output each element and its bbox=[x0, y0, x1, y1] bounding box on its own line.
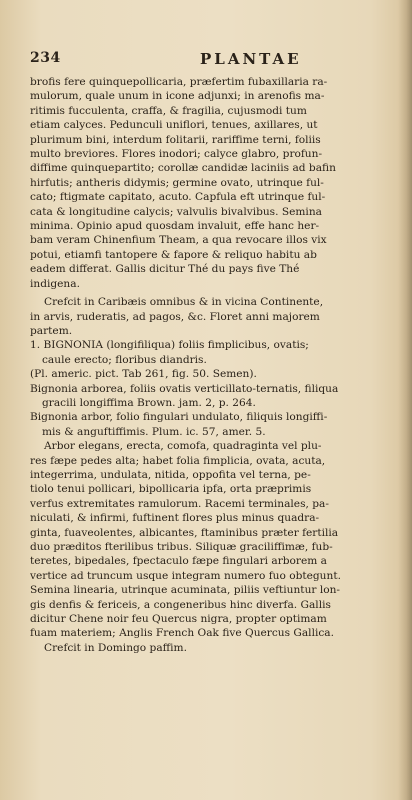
text-line: hirfutis; antheris didymis; germine ovato, utrinque ful- bbox=[30, 176, 324, 189]
text-line: Bignonia arbor, folio fingulari undulato, filiquis longiffi- bbox=[30, 411, 328, 424]
text-line: teretes, bipedales, fpectaculo fæpe fingulari arborem a bbox=[30, 555, 327, 568]
page-gutter-shadow bbox=[398, 0, 412, 800]
text-line: Bignonia arborea, foliis ovatis verticillato-ternatis, filiqua bbox=[30, 382, 339, 395]
text-line: gracili longiffima Brown. jam. 2, p. 264. bbox=[42, 396, 256, 409]
text-line: diffime quinquepartito; corollæ candidæ laciniis ad bafin bbox=[30, 162, 336, 175]
text-line: multo breviores. Flores inodori; calyce glabro, profun- bbox=[30, 148, 323, 161]
page-header bbox=[30, 50, 402, 72]
text-line: res fæpe pedes alta; habet folia fimplicia, ovata, acuta, bbox=[30, 454, 326, 467]
text-line: etiam calyces. Pedunculi uniflori, tenues, axillares, ut bbox=[30, 119, 318, 132]
text-line: brofis fere quinquepollicaria, præfertim fubaxillaria ra- bbox=[30, 76, 328, 88]
text-line: tiolo tenui pollicari, bipollicaria ipfa, orta præprimis bbox=[30, 483, 312, 496]
text-line: caule erecto; floribus diandris. bbox=[42, 353, 207, 366]
body-text bbox=[30, 75, 400, 655]
text-line: indigena. bbox=[30, 277, 80, 290]
page-number: 234 bbox=[30, 50, 61, 66]
text-line: Crefcit in Domingo paffim. bbox=[44, 641, 187, 654]
text-line: niculati, & infirmi, fuftinent flores plus minus quadra- bbox=[30, 512, 320, 525]
running-title: PLANTAE bbox=[200, 50, 302, 68]
text-line: potui, etiamfi tantopere & fapore & reliquo habitu ab bbox=[30, 248, 317, 261]
text-line: mis & anguftiffimis. Plum. ic. 57, amer. 5. bbox=[42, 425, 266, 438]
text-line: cata & longitudine calycis; valvulis bivalvibus. Semina bbox=[30, 205, 322, 218]
text-line: minima. Opinio apud quosdam invaluit, effe hanc her- bbox=[30, 220, 320, 233]
text-line: ritimis fucculenta, craffa, & fragilia, cujusmodi tum bbox=[30, 104, 307, 117]
text-line: in arvis, ruderatis, ad pagos, &c. Floret anni majorem bbox=[30, 310, 320, 323]
text-line: Semina linearia, utrinque acuminata, piliis veftiuntur lon- bbox=[30, 584, 340, 597]
text-line: cato; ftigmate capitato, acuto. Capfula eft utrinque ful- bbox=[30, 191, 326, 204]
text-line: mulorum, quale unum in icone adjunxi; in arenofis ma- bbox=[30, 90, 325, 103]
text-line: duo præditos fterilibus tribus. Siliquæ graciliffimæ, fub- bbox=[30, 541, 333, 553]
text-line: Crefcit in Caribæis omnibus & in vicina Continente, bbox=[44, 296, 324, 309]
text-line: gis denfis & fericeis, a congeneribus hinc diverfa. Gallis bbox=[30, 598, 331, 611]
text-line: ginta, fuaveolentes, albicantes, ftaminibus præter fertilia bbox=[30, 526, 339, 539]
text-line: dicitur Chene noir feu Quercus nigra, propter optimam bbox=[30, 613, 327, 626]
text-line: fuam materiem; Anglis French Oak five Quercus Gallica. bbox=[30, 627, 334, 640]
text-line: eadem differat. Gallis dicitur Thé du pays five Thé bbox=[30, 263, 300, 276]
text-line: integerrima, undulata, nitida, oppofita vel terna, pe- bbox=[30, 468, 311, 481]
text-line: Arbor elegans, erecta, comofa, quadraginta vel plu- bbox=[44, 440, 322, 453]
text-line: bam veram Chinenfium Theam, a qua revocare illos vix bbox=[30, 234, 327, 247]
species-heading: 1. BIGNONIA (longifiliqua) foliis fimplicibus, ovatis; bbox=[30, 339, 309, 352]
text-line: partem. bbox=[30, 324, 73, 337]
text-line: (Pl. americ. pict. Tab 261, fig. 50. Semen). bbox=[30, 368, 257, 381]
text-line: vertice ad truncum usque integram numero fuo obtegunt. bbox=[30, 569, 341, 582]
text-line: verfus extremitates ramulorum. Racemi terminales, pa- bbox=[30, 497, 329, 510]
text-line: plurimum bini, interdum folitarii, rariffime terni, foliis bbox=[30, 133, 321, 146]
